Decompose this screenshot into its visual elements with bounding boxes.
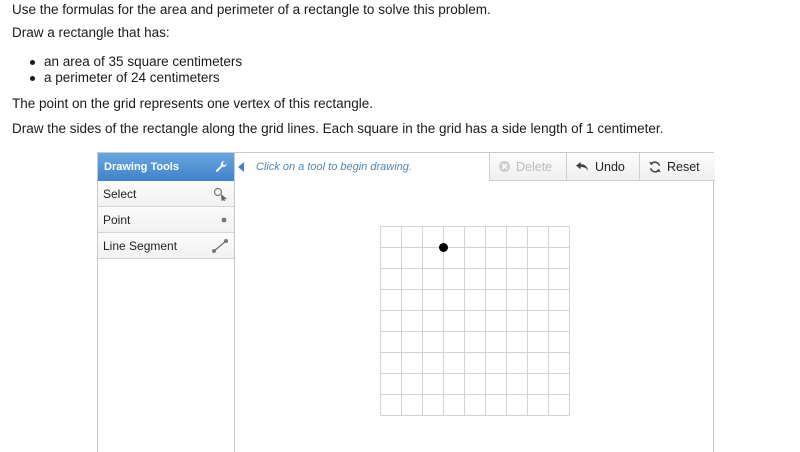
drawing-grid-area[interactable] (380, 226, 573, 424)
tool-select-label: Select (103, 186, 137, 201)
delete-button[interactable] (489, 153, 566, 181)
tool-line-segment-label: Line Segment (103, 238, 178, 253)
point-dot-icon (215, 213, 229, 227)
collapse-panel-icon[interactable] (238, 162, 244, 172)
drawing-tools-header (98, 153, 234, 181)
reset-label: Reset (667, 159, 700, 174)
drawing-grid[interactable] (380, 226, 573, 419)
undo-label: Undo (595, 159, 625, 174)
tool-point-label: Point (103, 212, 131, 227)
prompt-text: Draw a rectangle that has: (12, 25, 170, 40)
requirement-area: an area of 35 square centimeters (30, 54, 242, 70)
reset-icon (648, 160, 662, 174)
tool-line-segment[interactable] (98, 233, 234, 259)
vertex-note: The point on the grid represents one vertex of this rectangle. (12, 96, 373, 111)
undo-button[interactable] (566, 153, 639, 181)
vertex-point[interactable] (439, 243, 448, 252)
intro-text: Use the formulas for the area and perimeter of a rectangle to solve this problem. (12, 2, 491, 17)
requirement-perimeter: a perimeter of 24 centimeters (30, 70, 242, 86)
reset-button[interactable] (639, 153, 715, 181)
delete-icon (498, 160, 511, 173)
drawing-tools-title: Drawing Tools (104, 161, 179, 173)
tool-select[interactable] (98, 181, 234, 207)
line-segment-icon (211, 238, 229, 254)
undo-icon (575, 160, 590, 173)
tool-point[interactable] (98, 207, 234, 233)
delete-label: Delete (516, 159, 553, 174)
requirements-list (30, 54, 242, 86)
instructions-text: Draw the sides of the rectangle along the grid lines. Each square in the grid has a side length of 1 centimeter. (12, 121, 664, 136)
status-message: Click on a tool to begin drawing. (256, 161, 412, 173)
drawing-tools-panel (98, 153, 235, 452)
select-pointer-icon (213, 187, 229, 201)
wrench-icon (215, 161, 228, 174)
